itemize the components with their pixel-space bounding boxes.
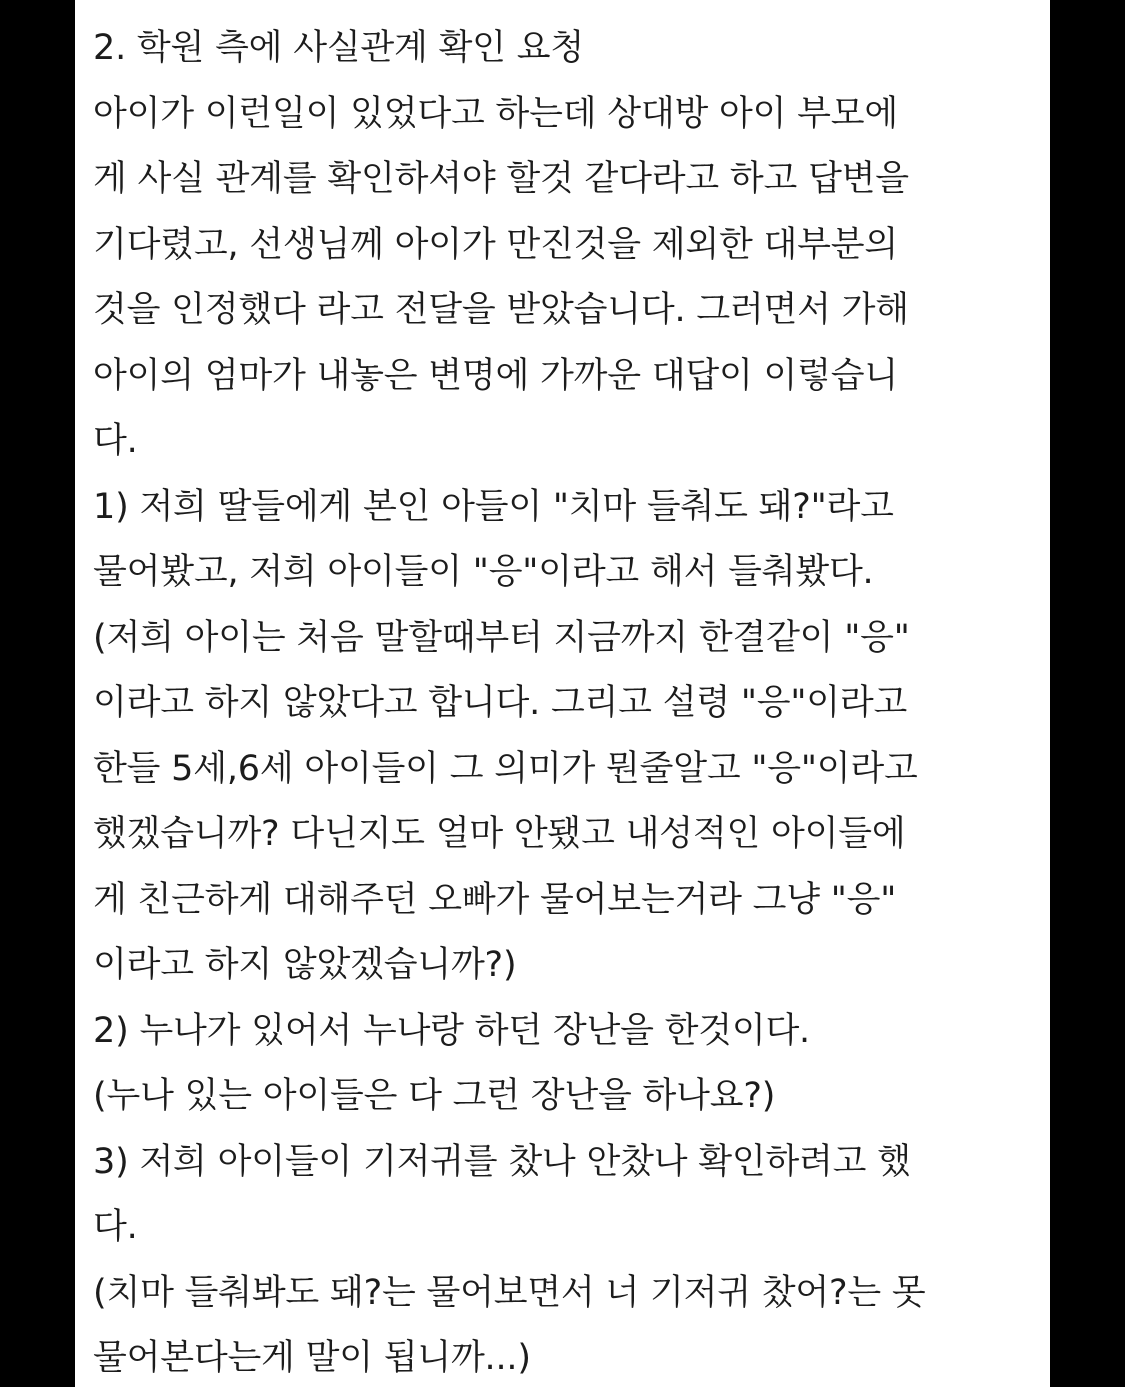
text-line: (누나 있는 아이들은 다 그런 장난을 하나요?) xyxy=(93,1076,776,1116)
text-line: 게 사실 관계를 확인하셔야 할것 같다라고 하고 답변을 xyxy=(93,159,909,199)
list-item-1: 1) 저희 딸들에게 본인 아들이 "치마 들춰도 돼?"라고 xyxy=(93,486,894,527)
document-page xyxy=(75,0,1050,1387)
section-heading: 2. 학원 측에 사실관계 확인 요청 xyxy=(93,28,584,68)
text-line: (치마 들춰봐도 돼?는 물어보면서 너 기저귀 찼어?는 못 xyxy=(93,1272,926,1313)
list-item-3: 3) 저희 아이들이 기저귀를 찼나 안찼나 확인하려고 했 xyxy=(93,1141,911,1182)
text-line: 한들 5세,6세 아이들이 그 의미가 뭔줄알고 "응"이라고 xyxy=(93,748,918,789)
text-line: 다. xyxy=(93,421,138,461)
list-item-2: 2) 누나가 있어서 누나랑 하던 장난을 한것이다. xyxy=(93,1010,810,1051)
text-line: 이라고 하지 않았겠습니까?) xyxy=(93,945,517,985)
text-line: 아이의 엄마가 내놓은 변명에 가까운 대답이 이렇습니 xyxy=(93,355,898,396)
text-line: 이라고 하지 않았다고 합니다. 그리고 설령 "응"이라고 xyxy=(93,683,908,723)
text-line: 것을 인정했다 라고 전달을 받았습니다. 그러면서 가해 xyxy=(93,290,909,330)
text-line: 아이가 이런일이 있었다고 하는데 상대방 아이 부모에 xyxy=(93,93,898,134)
text-line: 게 친근하게 대해주던 오빠가 물어보는거라 그냥 "응" xyxy=(93,879,897,920)
text-line: 물어봤고, 저희 아이들이 "응"이라고 해서 들춰봤다. xyxy=(93,552,874,592)
text-line: 물어본다는게 말이 됩니까...) xyxy=(93,1338,531,1378)
text-line: (저희 아이는 처음 말할때부터 지금까지 한결같이 "응" xyxy=(93,617,910,658)
text-line: 다. xyxy=(93,1207,138,1247)
text-line: 기다렸고, 선생님께 아이가 만진것을 제외한 대부분의 xyxy=(93,224,898,265)
text-line: 했겠습니까? 다닌지도 얼마 안됐고 내성적인 아이들에 xyxy=(93,814,906,854)
